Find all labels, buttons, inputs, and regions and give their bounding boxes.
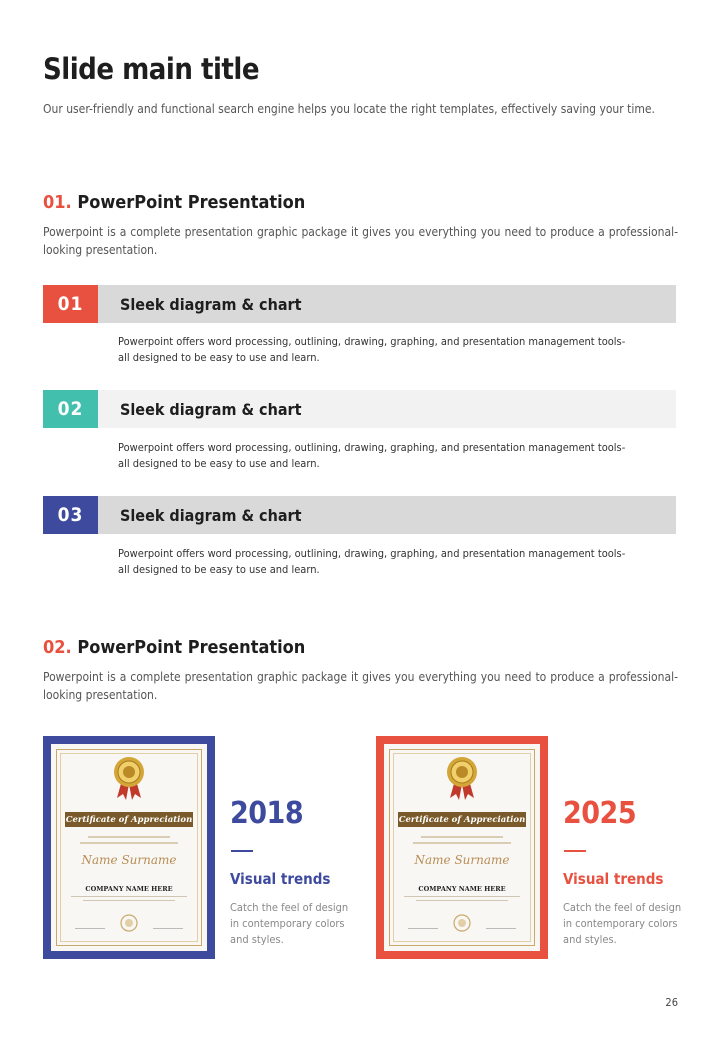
list-item-3 (43, 496, 676, 534)
certificate-name: Name Surname (81, 853, 177, 867)
trend-title: Visual trends (230, 870, 331, 888)
certificate-title: Certificate of Appreciation (398, 812, 526, 827)
section-2-description: Powerpoint is a complete presentation graphic package it gives you everything you need to produce a professional-looking presentation. (43, 670, 678, 702)
medal-icon (109, 752, 149, 802)
item-badge: 02 (43, 390, 98, 428)
accent-dash (231, 850, 253, 852)
seal-icon (453, 914, 471, 932)
year-label: 2018 (230, 796, 304, 831)
trend-description: Catch the feel of design in contemporary colors and styles. (230, 901, 349, 946)
section-2-heading (43, 637, 305, 658)
trend-description: Catch the feel of design in contemporary colors and styles. (563, 901, 682, 946)
page-title: Slide main title (43, 52, 260, 86)
seal-icon (120, 914, 138, 932)
section-2-number: 02. (43, 637, 72, 658)
certificate-company: COMPANY NAME HERE (85, 885, 173, 893)
item-badge: 03 (43, 496, 98, 534)
certificate-company: COMPANY NAME HERE (418, 885, 506, 893)
page-subtitle: Our user-friendly and functional search engine helps you locate the right templates, effectively saving your time. (43, 102, 655, 116)
item-title: Sleek diagram & chart (98, 496, 676, 534)
certificate-title: Certificate of Appreciation (65, 812, 193, 827)
item-title: Sleek diagram & chart (98, 390, 676, 428)
section-1-heading (43, 192, 305, 213)
section-1-number: 01. (43, 192, 72, 213)
trend-title: Visual trends (563, 870, 664, 888)
item-title: Sleek diagram & chart (98, 285, 676, 323)
year-label: 2025 (563, 796, 637, 831)
section-1-description: Powerpoint is a complete presentation graphic package it gives you everything you need to produce a professional-looking presentation. (43, 225, 678, 257)
page-number: 26 (665, 996, 678, 1009)
section-1-title: PowerPoint Presentation (77, 192, 306, 213)
certificate-name: Name Surname (414, 853, 510, 867)
section-2-title: PowerPoint Presentation (77, 637, 306, 658)
item-description: Powerpoint offers word processing, outlining, drawing, graphing, and presentation management tools- all designed to be easy to use and learn. (118, 441, 626, 470)
item-description: Powerpoint offers word processing, outlining, drawing, graphing, and presentation management tools- all designed to be easy to use and learn. (118, 335, 626, 364)
accent-dash (564, 850, 586, 852)
list-item-1 (43, 285, 676, 323)
certificate-image-2 (376, 736, 548, 959)
item-description: Powerpoint offers word processing, outlining, drawing, graphing, and presentation management tools- all designed to be easy to use and learn. (118, 547, 626, 576)
list-item-2 (43, 390, 676, 428)
medal-icon (442, 752, 482, 802)
certificate-image-1 (43, 736, 215, 959)
item-badge: 01 (43, 285, 98, 323)
